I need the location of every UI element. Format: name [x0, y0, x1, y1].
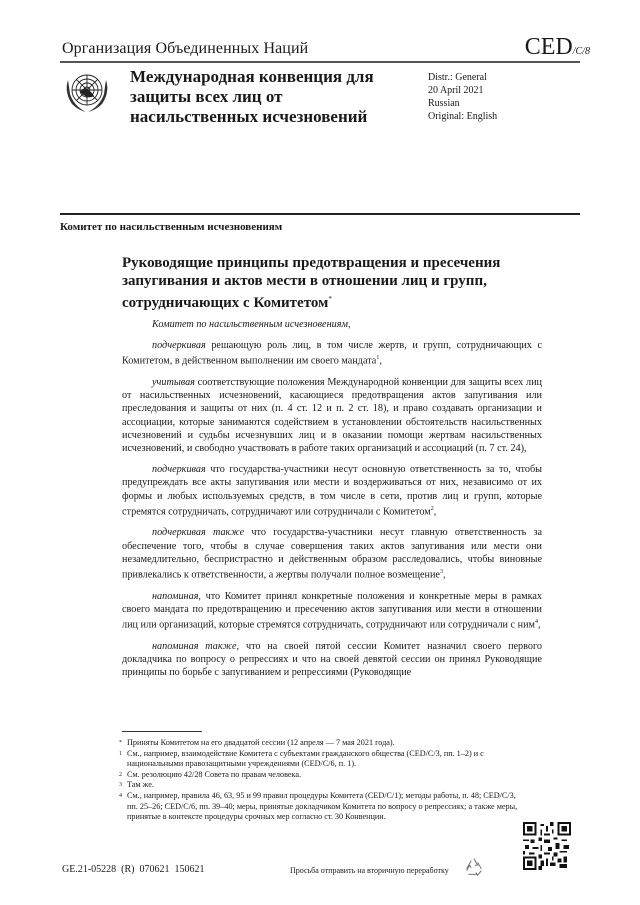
footnote [110, 770, 520, 781]
job-number: GE.21-05228 (R) 070621 150621 [62, 864, 205, 875]
section-rule [60, 213, 580, 215]
paragraph-text: что на своей пятой сессии Комитет назначил своего первого докладчика по вопросу о репрессиях и что на своей девятой сессии он принял Руководящие принципы по борьбе с запугиванием и репрессиями (Руководящие [122, 640, 542, 679]
organization-name: Организация Объединенных Наций [62, 40, 309, 57]
italic-lead: подчеркивая [152, 340, 206, 352]
paragraph [122, 376, 542, 455]
footnote [110, 749, 520, 770]
qr-code-icon[interactable] [523, 822, 571, 870]
punct: , [433, 506, 437, 518]
footnote-mark: 1 [119, 750, 122, 757]
paragraph-text: что государства-участники несут главную ответственность за обеспечение того, чтобы в случае совершения таких актов запугивания или мести они незамедлительно, беспристрастно и действенным образом расследовались, чтобы виновные привлекались к ответственности, а жертвы получали полное возмещение [122, 527, 543, 581]
italic-lead: подчеркивая также [152, 527, 245, 539]
punct: , [442, 569, 446, 581]
distribution: Distr.: General [428, 72, 487, 83]
footnote [110, 780, 520, 791]
paragraph-text: соответствующие положения Международной конвенции для защиты всех лиц от насильственных исчезновений, касающиеся предотвращения актов запугивания или преследования и защиты от них (п. 4 ст. 12 и п. 2 ст. 18), и право создавать организации и ассоциации, которые занимаются содействием в установлении обстоятельств насильственных исчезновений и судьбы исчезнувших лиц и в оказании помощи жертвам насильственных исчезновений, и свободно участвовать в работе таких организаций и ассоциаций (п. 7 ст. 24), [122, 377, 542, 455]
footnote-mark: * [119, 740, 122, 746]
footnote-text: Приняты Комитетом на его двадцатой сессии (12 апреля — 7 мая 2021 года). [127, 738, 395, 747]
footnote-mark: 3 [119, 782, 122, 789]
italic-lead: подчеркивая [152, 464, 206, 476]
paragraph [122, 590, 542, 632]
convention-title: Международная конвенция для защиты всех лиц от насильственных исчезновений [130, 67, 374, 126]
footnote-mark: 2 [119, 771, 122, 778]
footnote-text: См., например, взаимодействие Комитета с субъектами гражданского общества (CED/C/3, пп. 1–2) и с национальными правозащитными учреждениями (CED/C/6, п. 1). [127, 748, 484, 769]
footnotes [110, 738, 520, 823]
paragraph [122, 463, 542, 518]
paragraph [122, 318, 542, 331]
committee-name: Комитет по насильственным исчезновениям [60, 221, 283, 233]
title-footnote-mark[interactable]: * [328, 295, 332, 303]
paragraph-text: что государства-участники несут основную ответственность за то, чтобы предупреждать все акты запугивания или мести и воздерживаться от них, независимо от их формы и любых используемых средств, в том числе в сети, против лиц и групп, которые стремятся сотрудничать, сотрудничают или сотрудничали с Комитетом [122, 464, 542, 518]
footnote-text: См., например, правила 46, 63, 95 и 99 правил процедуры Комитета (CED/C/1); методы работы, п. 48; CED/C/3, пп. 25–26; CED/C/6, пп. 39–40; меры, принятые докладчиком Комитета по вопросу о репрессиях; а также меры, принятые в контексте процедуры срочных мер согласно ст. 30 Конвенции. [127, 790, 518, 822]
recycle-notice: Просьба отправить на вторичную переработку [290, 866, 449, 875]
symbol-suffix: /C/8 [572, 46, 590, 57]
document-symbol [525, 34, 590, 61]
date: 20 April 2021 [428, 85, 484, 96]
paragraph [122, 526, 542, 581]
italic-lead: напоминая, [152, 590, 201, 602]
footnote-ref[interactable]: 3 [439, 569, 443, 576]
paragraph [122, 640, 542, 680]
italic-lead: напоминая также, [152, 640, 240, 652]
footnote-text: Там же. [127, 780, 154, 790]
footnote [110, 791, 520, 823]
document-meta [428, 71, 497, 123]
title-text: Руководящие принципы предотвращения и пресечения запугивания и актов мести в отношении лиц и групп, сотрудничающих с Комитетом [122, 255, 501, 311]
punct: , [379, 355, 382, 367]
recycle-icon [463, 856, 485, 878]
punct: , [537, 619, 541, 631]
footnote-ref[interactable]: 4 [534, 619, 538, 626]
italic-lead: учитывая [152, 377, 195, 388]
footnote-text: См. резолюцию 42/28 Совета по правам человека. [127, 769, 302, 779]
document-title [122, 254, 542, 312]
language: Russian [428, 98, 460, 109]
footnote-mark: 4 [119, 792, 122, 799]
footnote-ref[interactable]: 2 [430, 505, 434, 512]
document-body [122, 318, 542, 687]
italic-lead: Комитет по насильственным исчезновениям, [152, 319, 351, 330]
symbol-main: CED [524, 34, 573, 60]
original-language: Original: English [428, 111, 498, 122]
footnote-rule [122, 731, 202, 732]
un-emblem-icon [62, 66, 112, 116]
footnote [110, 738, 520, 749]
paragraph [122, 339, 542, 368]
footnote-ref[interactable]: 1 [376, 355, 380, 362]
paragraph-text: что Комитет принял конкретные положения и конкретные меры в рамках своего мандата по предотвращению и пресечению актов запугивания или мести в отношении лиц или организаций, которые стремятся сотрудничать, сотрудничают или сотрудничали с ним [122, 590, 542, 631]
header-rule [60, 61, 580, 63]
paragraph-text: решающую роль лиц, в том числе жертв, и групп, сотрудничающих с Комитетом, в действенном выполнении им своего мандата [122, 340, 542, 367]
